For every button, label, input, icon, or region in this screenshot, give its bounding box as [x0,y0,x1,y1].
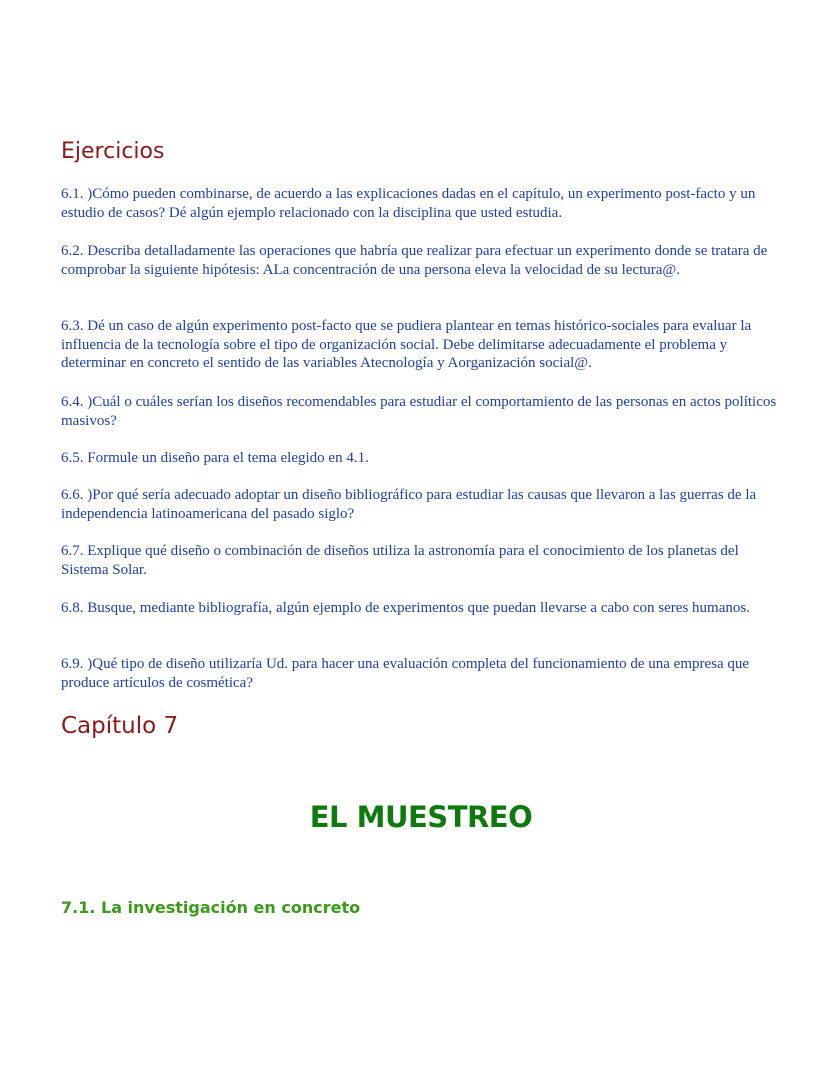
chapter-heading: Capítulo 7 [61,713,179,739]
exercise-item: 6.1. )Cómo pueden combinarse, de acuerdo a las explicaciones dadas en el capítulo, un experimento post-facto y un estudio de casos? Dé algún ejemplo relacionado con la disciplina que usted estudia. [61,186,756,221]
exercise-item: 6.3. Dé un caso de algún experimento post-facto que se pudiera plantear en temas histórico-sociales para evaluar la influencia de la tecnología sobre el tipo de organización social. Debe delimitarse adecuadamente el problema y determinar en concreto el sentido de las variables Atecnología y Aorganización social@. [61,318,752,371]
exercise-item: 6.8. Busque, mediante bibliografía, algún ejemplo de experimentos que puedan llevarse a cabo con seres humanos. [61,600,750,616]
subsection-title: 7.1. La investigación en concreto [61,898,361,917]
exercise-item: 6.5. Formule un diseño para el tema elegido en 4.1. [61,450,369,466]
exercise-item: 6.7. Explique qué diseño o combinación de diseños utiliza la astronomía para el conocimiento de los planetas del Sistema Solar. [61,543,739,578]
chapter-title: EL MUESTREO [309,800,533,834]
exercise-item: 6.6. )Por qué sería adecuado adoptar un diseño bibliográfico para estudiar las causas que llevaron a las guerras de la independencia latinoamericana del pasado siglo? [61,487,757,522]
exercise-item: 6.4. )Cuál o cuáles serían los diseños recomendables para estudiar el comportamiento de las personas en actos políticos masivos? [61,394,777,429]
exercises-heading: Ejercicios [61,139,165,164]
exercise-item: 6.9. )Qué tipo de diseño utilizaría Ud. para hacer una evaluación completa del funcionamiento de una empresa que produce artículos de cosmética? [61,656,750,691]
exercise-item: 6.2. Describa detalladamente las operaciones que habría que realizar para efectuar un experimento donde se tratara de comprobar la siguiente hipótesis: ALa concentración de una persona eleva la velocidad de su lectura@. [61,243,768,278]
